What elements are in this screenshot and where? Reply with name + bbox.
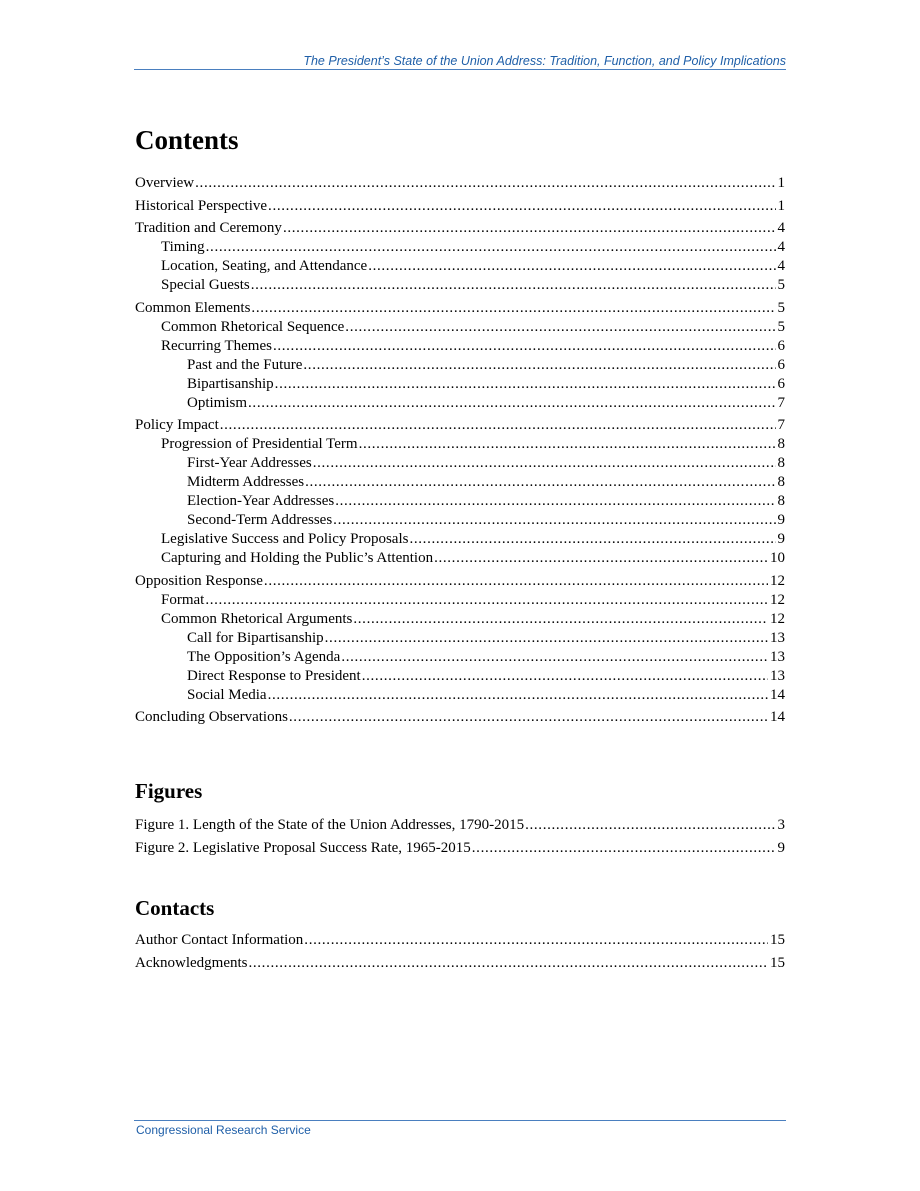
toc-dot-leader	[264, 572, 768, 591]
toc-entry-title: Capturing and Holding the Public’s Attention	[161, 550, 434, 566]
toc-entry-page-number: 10	[770, 550, 785, 566]
toc-entry-page-number: 15	[770, 932, 785, 948]
toc-dot-leader	[275, 375, 776, 394]
toc-entry[interactable]	[135, 572, 785, 591]
toc-entry-title: Social Media	[187, 686, 267, 703]
toc-entry-page-number: 12	[770, 610, 785, 627]
toc-entry-page-number: 1	[777, 175, 785, 191]
toc-entry-page-number: 5	[777, 299, 785, 316]
toc-entry[interactable]	[135, 492, 785, 511]
toc-entry-title: Figure 1. Length of the State of the Union Addresses, 1790-2015	[135, 817, 525, 833]
toc-entry-title: Optimism	[187, 394, 248, 411]
toc-entry[interactable]	[135, 591, 785, 610]
toc-entry-title: Special Guests	[161, 277, 250, 293]
toc-entry-title: Common Elements	[135, 299, 251, 316]
toc-entry[interactable]	[135, 667, 785, 686]
toc-entry[interactable]	[135, 816, 785, 835]
toc-entry-title: Common Rhetorical Arguments	[161, 610, 353, 627]
toc-entry-title: Bipartisanship	[187, 375, 274, 392]
contents-list	[135, 174, 785, 727]
toc-entry-title: Acknowledgments	[135, 954, 248, 971]
toc-entry-page-number: 9	[777, 839, 785, 856]
toc-entry-title: Figure 2. Legislative Proposal Success Rate, 1965-2015	[135, 839, 471, 856]
toc-dot-leader	[472, 839, 776, 858]
toc-entry-page-number: 12	[770, 591, 785, 608]
toc-entry-title: Direct Response to President	[187, 667, 361, 684]
toc-dot-leader	[359, 435, 776, 454]
toc-entry-page-number: 6	[777, 356, 785, 373]
toc-entry-page-number: 13	[770, 648, 785, 665]
toc-entry-title: Past and the Future	[187, 356, 303, 373]
toc-dot-leader	[345, 318, 775, 337]
toc-dot-leader	[333, 511, 775, 530]
toc-dot-leader	[304, 931, 768, 950]
toc-entry[interactable]	[135, 416, 785, 435]
toc-dot-leader	[525, 816, 775, 835]
toc-entry[interactable]	[135, 549, 785, 568]
running-footer: Congressional Research Service	[136, 1123, 311, 1137]
toc-entry-page-number: 13	[770, 667, 785, 684]
toc-entry[interactable]	[135, 299, 785, 318]
footer-rule	[134, 1120, 786, 1121]
toc-dot-leader	[268, 197, 775, 216]
toc-entry-page-number: 15	[770, 954, 785, 971]
toc-entry[interactable]	[135, 610, 785, 629]
toc-dot-leader	[283, 219, 776, 238]
toc-entry-title: Election-Year Addresses	[187, 493, 335, 509]
toc-entry-page-number: 6	[777, 337, 785, 354]
toc-entry-title: Call for Bipartisanship	[187, 629, 324, 646]
toc-entry[interactable]	[135, 356, 785, 375]
toc-entry-page-number: 9	[777, 531, 785, 547]
toc-dot-leader	[335, 492, 775, 511]
toc-dot-leader	[251, 299, 775, 318]
toc-entry-title: Progression of Presidential Term	[161, 436, 358, 452]
toc-entry-page-number: 1	[777, 197, 785, 214]
header-rule	[134, 69, 786, 70]
toc-entry[interactable]	[135, 174, 785, 193]
toc-entry[interactable]	[135, 629, 785, 648]
toc-dot-leader	[313, 454, 776, 473]
toc-entry-title: Timing	[161, 239, 205, 255]
toc-entry-title: Midterm Addresses	[187, 474, 305, 490]
toc-entry-page-number: 8	[777, 493, 785, 509]
figures-list	[135, 816, 785, 858]
contacts-heading: Contacts	[135, 896, 215, 920]
toc-entry-title: First-Year Addresses	[187, 455, 312, 471]
toc-entry-page-number: 3	[777, 817, 785, 833]
toc-entry-title: Location, Seating, and Attendance	[161, 258, 368, 274]
toc-entry[interactable]	[135, 219, 785, 238]
toc-entry-title: Format	[161, 591, 205, 608]
toc-entry-page-number: 9	[777, 512, 785, 528]
toc-entry[interactable]	[135, 454, 785, 473]
toc-entry-title: Overview	[135, 175, 195, 191]
toc-entry[interactable]	[135, 839, 785, 858]
toc-entry-page-number: 4	[777, 258, 785, 274]
contents-heading: Contents	[135, 125, 239, 155]
toc-entry-page-number: 5	[777, 277, 785, 293]
toc-entry-page-number: 7	[777, 394, 785, 411]
toc-entry[interactable]	[135, 394, 785, 413]
toc-dot-leader	[206, 238, 776, 257]
toc-dot-leader	[273, 337, 776, 356]
running-header: The President’s State of the Union Address: Tradition, Function, and Policy Implications	[303, 54, 786, 68]
toc-entry[interactable]	[135, 954, 785, 973]
toc-entry-page-number: 5	[777, 318, 785, 335]
toc-dot-leader	[248, 954, 768, 973]
toc-entry[interactable]	[135, 375, 785, 394]
toc-entry-page-number: 14	[770, 709, 785, 725]
toc-entry[interactable]	[135, 648, 785, 667]
toc-entry-page-number: 8	[777, 474, 785, 490]
toc-dot-leader	[268, 686, 768, 705]
toc-dot-leader	[325, 629, 768, 648]
toc-dot-leader	[434, 549, 768, 568]
toc-entry-title: Legislative Success and Policy Proposals	[161, 531, 409, 547]
toc-entry-title: Author Contact Information	[135, 932, 304, 948]
toc-entry[interactable]	[135, 238, 785, 257]
toc-entry[interactable]	[135, 318, 785, 337]
figures-heading: Figures	[135, 779, 203, 803]
toc-entry-page-number: 13	[770, 629, 785, 646]
toc-dot-leader	[303, 356, 775, 375]
toc-entry-title: The Opposition’s Agenda	[187, 648, 341, 665]
toc-entry[interactable]	[135, 257, 785, 276]
toc-entry-page-number: 4	[777, 239, 785, 255]
toc-dot-leader	[409, 530, 775, 549]
toc-entry[interactable]	[135, 530, 785, 549]
toc-dot-leader	[205, 591, 768, 610]
toc-entry-title: Recurring Themes	[161, 337, 272, 354]
toc-entry[interactable]	[135, 686, 785, 705]
toc-entry-page-number: 8	[777, 436, 785, 452]
toc-entry-page-number: 8	[777, 455, 785, 471]
toc-entry[interactable]	[135, 337, 785, 356]
toc-entry-title: Historical Perspective	[135, 197, 268, 214]
toc-dot-leader	[368, 257, 775, 276]
toc-entry[interactable]	[135, 197, 785, 216]
toc-dot-leader	[353, 610, 768, 629]
toc-entry-title: Second-Term Addresses	[187, 512, 333, 528]
toc-entry-page-number: 6	[777, 375, 785, 392]
toc-dot-leader	[220, 416, 776, 435]
toc-entry-page-number: 4	[777, 220, 785, 236]
toc-entry-title: Concluding Observations	[135, 709, 288, 725]
toc-entry[interactable]	[135, 473, 785, 492]
toc-entry-title: Common Rhetorical Sequence	[161, 318, 345, 335]
toc-entry[interactable]	[135, 511, 785, 530]
contacts-list	[135, 931, 785, 973]
toc-dot-leader	[341, 648, 768, 667]
toc-dot-leader	[251, 276, 776, 295]
toc-dot-leader	[305, 473, 775, 492]
toc-entry[interactable]	[135, 276, 785, 295]
toc-dot-leader	[248, 394, 775, 413]
toc-entry-title: Tradition and Ceremony	[135, 220, 282, 236]
toc-entry[interactable]	[135, 931, 785, 950]
toc-entry-title: Opposition Response	[135, 572, 263, 589]
toc-entry-title: Policy Impact	[135, 417, 219, 433]
toc-entry-page-number: 14	[770, 686, 785, 703]
toc-entry-page-number: 7	[777, 417, 785, 433]
toc-entry-page-number: 12	[770, 572, 785, 589]
toc-dot-leader	[362, 667, 768, 686]
toc-dot-leader	[289, 708, 768, 727]
toc-entry[interactable]	[135, 708, 785, 727]
toc-entry[interactable]	[135, 435, 785, 454]
toc-dot-leader	[195, 174, 775, 193]
